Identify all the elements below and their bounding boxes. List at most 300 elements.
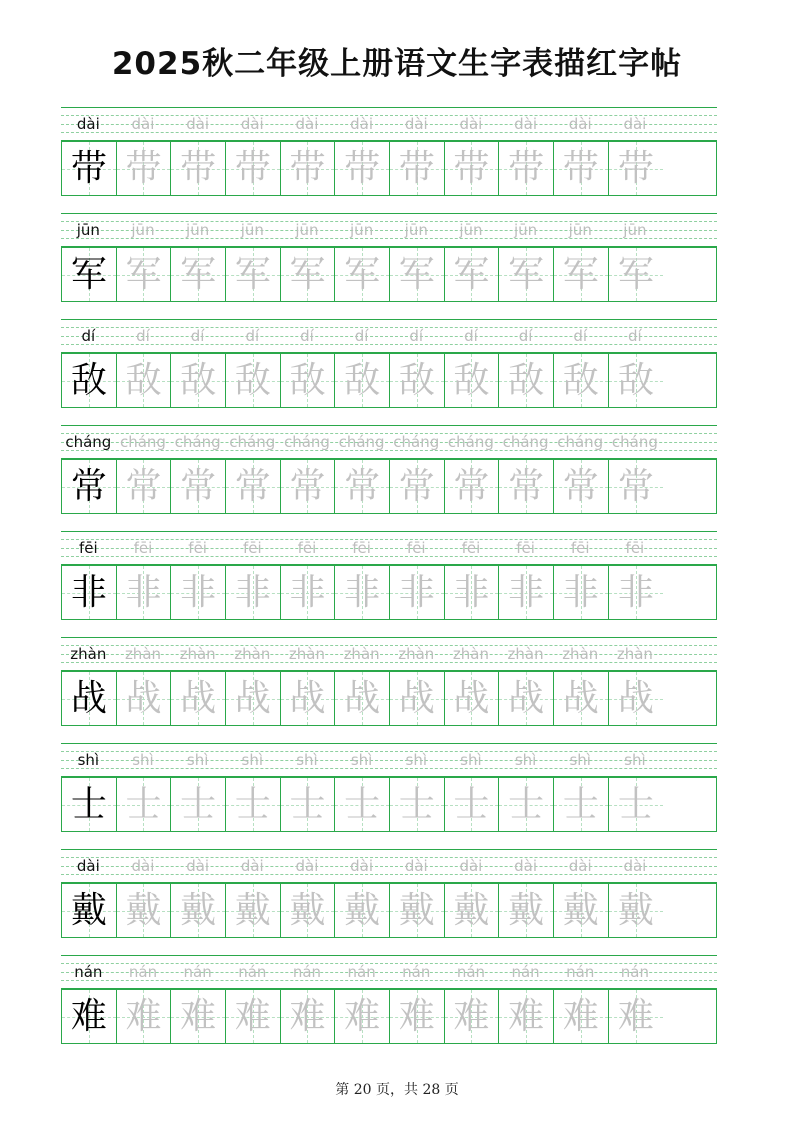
pinyin-trace: zhàn xyxy=(452,645,489,663)
grid-cell xyxy=(445,142,500,195)
grid-cell xyxy=(117,460,172,513)
trace-character: 士 xyxy=(180,784,217,825)
pinyin-trace: fēi xyxy=(406,539,426,557)
pinyin-trace: zhàn xyxy=(179,645,216,663)
grid-cell xyxy=(281,460,336,513)
trace-character: 敌 xyxy=(180,360,217,401)
model-character: 难 xyxy=(70,996,107,1037)
character-grid xyxy=(61,989,717,1044)
grid-cell xyxy=(390,460,445,513)
grid-cell xyxy=(554,142,609,195)
trace-character: 敌 xyxy=(562,360,599,401)
pinyin-trace: zhàn xyxy=(124,645,162,663)
trace-character: 战 xyxy=(508,678,545,719)
pinyin-trace: jūn xyxy=(295,221,319,239)
trace-character: 带 xyxy=(344,148,381,189)
pinyin-trace: shì xyxy=(132,751,154,769)
grid-cell xyxy=(390,672,445,725)
practice-sheet xyxy=(61,107,717,1061)
grid-cell xyxy=(62,354,117,407)
character-grid xyxy=(61,141,717,196)
pinyin-trace: nán xyxy=(292,963,322,981)
model-character: 士 xyxy=(70,784,107,825)
grid-cell xyxy=(445,566,500,619)
pinyin-trace: cháng xyxy=(283,433,330,451)
pinyin-trace: jūn xyxy=(513,221,538,239)
pinyin-trace: fēi xyxy=(625,539,645,557)
trace-character: 戴 xyxy=(234,890,271,931)
pinyin-trace: nán xyxy=(456,963,486,981)
pinyin-trace: dài xyxy=(623,857,647,875)
grid-cell xyxy=(554,248,609,301)
grid-cell xyxy=(171,672,226,725)
trace-character: 非 xyxy=(617,572,654,613)
grid-cell xyxy=(554,672,609,725)
character-grid xyxy=(61,671,717,726)
practice-row xyxy=(61,319,717,425)
pinyin-band xyxy=(61,425,717,458)
pinyin-trace: jūn xyxy=(186,221,210,239)
pinyin-trace: zhàn xyxy=(616,645,653,663)
grid-cell xyxy=(335,566,390,619)
trace-character: 军 xyxy=(562,254,599,295)
trace-character: 战 xyxy=(453,678,490,719)
pinyin-trace: dài xyxy=(404,857,428,875)
trace-character: 军 xyxy=(398,254,435,295)
grid-cell xyxy=(390,248,445,301)
pinyin-trace: zhàn xyxy=(343,645,380,663)
trace-character: 军 xyxy=(617,254,654,295)
pinyin-trace: fēi xyxy=(297,539,317,557)
trace-character: 非 xyxy=(562,572,599,613)
pinyin-band xyxy=(61,637,717,670)
pinyin-trace: cháng xyxy=(393,433,440,451)
pinyin-trace: cháng xyxy=(557,433,604,451)
trace-character: 带 xyxy=(234,148,271,189)
grid-cell xyxy=(335,460,390,513)
pinyin-trace: zhàn xyxy=(288,645,325,663)
trace-character: 士 xyxy=(344,784,381,825)
trace-character: 戴 xyxy=(617,890,654,931)
page-title: 2025秋二年级上册语文生字表描红字帖 xyxy=(111,46,683,82)
pinyin-model: dài xyxy=(76,857,100,875)
grid-cell xyxy=(499,142,554,195)
trace-character: 戴 xyxy=(289,890,326,931)
pinyin-trace: fēi xyxy=(570,539,590,557)
trace-character: 难 xyxy=(344,996,381,1037)
trace-character: 士 xyxy=(234,784,271,825)
pinyin-band xyxy=(61,319,717,352)
trace-character: 难 xyxy=(508,996,545,1037)
grid-cell xyxy=(390,884,445,937)
grid-cell xyxy=(499,990,554,1043)
grid-cell xyxy=(117,990,172,1043)
trace-character: 战 xyxy=(344,678,381,719)
grid-cell xyxy=(281,142,336,195)
trace-character: 战 xyxy=(234,678,271,719)
trace-character: 戴 xyxy=(453,890,490,931)
trace-character: 常 xyxy=(344,466,381,507)
practice-row xyxy=(61,531,717,637)
pinyin-trace: cháng xyxy=(119,433,166,451)
character-grid xyxy=(61,777,717,832)
grid-cell xyxy=(117,142,172,195)
trace-character: 非 xyxy=(508,572,545,613)
trace-character: 军 xyxy=(508,254,545,295)
character-grid xyxy=(61,459,717,514)
trace-character: 非 xyxy=(234,572,271,613)
character-grid xyxy=(61,247,717,302)
trace-character: 戴 xyxy=(398,890,435,931)
grid-cell xyxy=(62,142,117,195)
character-grid xyxy=(61,353,717,408)
pinyin-trace: nán xyxy=(183,963,212,981)
grid-cell xyxy=(171,248,226,301)
grid-cell xyxy=(499,884,554,937)
pinyin-trace: cháng xyxy=(611,433,658,451)
pinyin-trace: dí xyxy=(136,327,150,345)
trace-character: 带 xyxy=(617,148,654,189)
pinyin-trace: shì xyxy=(624,751,646,769)
pinyin-trace: shì xyxy=(405,751,428,769)
grid-cell xyxy=(226,566,281,619)
trace-character: 难 xyxy=(617,996,654,1037)
pinyin-trace: jūn xyxy=(131,221,155,239)
grid-cell xyxy=(226,248,281,301)
practice-row xyxy=(61,425,717,531)
grid-cell xyxy=(281,778,336,831)
pinyin-trace: dài xyxy=(240,115,264,133)
grid-cell xyxy=(226,354,281,407)
grid-cell xyxy=(335,142,390,195)
trace-character: 非 xyxy=(344,572,381,613)
trace-character: 带 xyxy=(398,148,435,189)
trace-character: 敌 xyxy=(508,360,545,401)
grid-cell xyxy=(171,990,226,1043)
grid-cell xyxy=(335,672,390,725)
pinyin-trace: shì xyxy=(460,751,482,769)
grid-cell xyxy=(171,778,226,831)
pinyin-trace: nán xyxy=(566,963,595,981)
grid-cell xyxy=(335,884,390,937)
grid-cell xyxy=(117,354,172,407)
trace-character: 士 xyxy=(617,784,654,825)
trace-character: 敌 xyxy=(125,360,162,401)
pinyin-trace: shì xyxy=(296,751,318,769)
pinyin-trace: nán xyxy=(402,963,431,981)
pinyin-trace: dí xyxy=(409,327,424,345)
grid-cell xyxy=(117,248,172,301)
model-character: 戴 xyxy=(70,890,107,931)
trace-character: 带 xyxy=(508,148,545,189)
grid-cell xyxy=(609,248,664,301)
pinyin-trace: nán xyxy=(128,963,158,981)
grid-cell xyxy=(226,460,281,513)
trace-character: 常 xyxy=(398,466,435,507)
trace-character: 战 xyxy=(180,678,217,719)
grid-cell xyxy=(499,778,554,831)
grid-cell xyxy=(609,566,664,619)
grid-cell xyxy=(281,672,336,725)
trace-character: 军 xyxy=(180,254,217,295)
grid-cell xyxy=(554,354,609,407)
trace-character: 难 xyxy=(234,996,271,1037)
grid-cell xyxy=(499,354,554,407)
pinyin-band xyxy=(61,531,717,564)
grid-cell xyxy=(445,884,500,937)
grid-cell xyxy=(499,566,554,619)
trace-character: 士 xyxy=(398,784,435,825)
trace-character: 敌 xyxy=(234,360,271,401)
pinyin-model: dài xyxy=(76,115,100,133)
grid-cell xyxy=(226,884,281,937)
trace-character: 非 xyxy=(398,572,435,613)
trace-character: 带 xyxy=(453,148,490,189)
trace-character: 戴 xyxy=(180,890,217,931)
grid-cell xyxy=(445,990,500,1043)
pinyin-trace: dài xyxy=(459,115,483,133)
trace-character: 战 xyxy=(125,678,162,719)
grid-cell xyxy=(335,354,390,407)
trace-character: 常 xyxy=(562,466,599,507)
pinyin-trace: dài xyxy=(568,857,592,875)
model-character: 敌 xyxy=(70,360,107,401)
grid-cell xyxy=(390,566,445,619)
grid-cell xyxy=(281,566,336,619)
pinyin-band xyxy=(61,955,717,988)
pinyin-trace: fēi xyxy=(188,539,207,557)
pinyin-model: shì xyxy=(77,751,100,769)
grid-cell xyxy=(445,778,500,831)
grid-cell xyxy=(554,778,609,831)
pinyin-trace: nán xyxy=(511,963,540,981)
pinyin-trace: dí xyxy=(190,327,205,345)
grid-cell xyxy=(609,460,664,513)
trace-character: 战 xyxy=(289,678,326,719)
grid-cell xyxy=(445,672,500,725)
grid-cell xyxy=(117,672,172,725)
model-character: 军 xyxy=(70,254,107,295)
trace-character: 戴 xyxy=(344,890,381,931)
grid-cell xyxy=(171,566,226,619)
grid-cell xyxy=(335,990,390,1043)
grid-cell xyxy=(390,142,445,195)
pinyin-trace: fēi xyxy=(461,539,481,557)
pinyin-trace: shì xyxy=(186,751,209,769)
trace-character: 士 xyxy=(453,784,490,825)
grid-cell xyxy=(171,142,226,195)
pinyin-trace: dài xyxy=(240,857,264,875)
grid-cell xyxy=(445,248,500,301)
pinyin-trace: nán xyxy=(347,963,376,981)
trace-character: 战 xyxy=(562,678,599,719)
grid-cell xyxy=(609,778,664,831)
pinyin-trace: dí xyxy=(245,327,260,345)
trace-character: 敌 xyxy=(453,360,490,401)
pinyin-trace: dài xyxy=(459,857,483,875)
pinyin-trace: jūn xyxy=(350,221,374,239)
pinyin-trace: dài xyxy=(295,857,319,875)
practice-row xyxy=(61,637,717,743)
pinyin-trace: cháng xyxy=(229,433,276,451)
trace-character: 难 xyxy=(180,996,217,1037)
trace-character: 士 xyxy=(562,784,599,825)
trace-character: 敌 xyxy=(289,360,326,401)
pinyin-trace: dí xyxy=(464,327,478,345)
grid-cell xyxy=(335,248,390,301)
trace-character: 难 xyxy=(289,996,326,1037)
pinyin-trace: dài xyxy=(514,857,538,875)
trace-character: 非 xyxy=(289,572,326,613)
pinyin-band xyxy=(61,213,717,246)
pinyin-model: dí xyxy=(81,327,96,345)
grid-cell xyxy=(281,354,336,407)
trace-character: 敌 xyxy=(344,360,381,401)
trace-character: 非 xyxy=(180,572,217,613)
pinyin-trace: nán xyxy=(238,963,267,981)
trace-character: 敌 xyxy=(398,360,435,401)
trace-character: 军 xyxy=(289,254,326,295)
pinyin-trace: jūn xyxy=(240,221,264,239)
pinyin-trace: shì xyxy=(514,751,537,769)
pinyin-trace: fēi xyxy=(242,539,262,557)
grid-cell xyxy=(445,460,500,513)
pinyin-trace: jūn xyxy=(568,221,592,239)
practice-row xyxy=(61,743,717,849)
pinyin-trace: dài xyxy=(186,115,210,133)
pinyin-trace: dài xyxy=(568,115,592,133)
character-grid xyxy=(61,565,717,620)
trace-character: 敌 xyxy=(617,360,654,401)
model-character: 带 xyxy=(70,148,107,189)
trace-character: 常 xyxy=(180,466,217,507)
pinyin-trace: fēi xyxy=(352,539,371,557)
grid-cell xyxy=(226,990,281,1043)
pinyin-trace: zhàn xyxy=(234,645,271,663)
grid-cell xyxy=(499,672,554,725)
trace-character: 戴 xyxy=(508,890,545,931)
model-character: 非 xyxy=(70,572,107,613)
grid-cell xyxy=(499,460,554,513)
grid-cell xyxy=(609,884,664,937)
grid-cell xyxy=(281,990,336,1043)
grid-cell xyxy=(226,672,281,725)
trace-character: 带 xyxy=(289,148,326,189)
pinyin-trace: dài xyxy=(131,115,155,133)
trace-character: 戴 xyxy=(125,890,162,931)
grid-cell xyxy=(609,354,664,407)
grid-cell xyxy=(226,142,281,195)
pinyin-trace: jūn xyxy=(459,221,483,239)
pinyin-trace: shì xyxy=(241,751,264,769)
trace-character: 常 xyxy=(617,466,654,507)
pinyin-band xyxy=(61,849,717,882)
page-footer: 第 20 页，共 28 页 xyxy=(335,1082,459,1098)
practice-row xyxy=(61,107,717,213)
trace-character: 军 xyxy=(453,254,490,295)
grid-cell xyxy=(499,248,554,301)
grid-cell xyxy=(62,778,117,831)
pinyin-trace: zhàn xyxy=(398,645,435,663)
grid-cell xyxy=(609,990,664,1043)
pinyin-trace: dài xyxy=(131,857,155,875)
character-grid xyxy=(61,883,717,938)
pinyin-model: jūn xyxy=(76,221,100,239)
trace-character: 非 xyxy=(453,572,490,613)
grid-cell xyxy=(171,884,226,937)
pinyin-trace: shì xyxy=(569,751,591,769)
trace-character: 常 xyxy=(508,466,545,507)
pinyin-trace: zhàn xyxy=(562,645,599,663)
pinyin-band xyxy=(61,743,717,776)
trace-character: 带 xyxy=(562,148,599,189)
trace-character: 士 xyxy=(289,784,326,825)
grid-cell xyxy=(445,354,500,407)
trace-character: 非 xyxy=(125,572,162,613)
model-character: 战 xyxy=(70,678,107,719)
trace-character: 军 xyxy=(344,254,381,295)
grid-cell xyxy=(335,778,390,831)
practice-row xyxy=(61,955,717,1061)
grid-cell xyxy=(62,566,117,619)
pinyin-trace: dí xyxy=(628,327,642,345)
pinyin-trace: dí xyxy=(518,327,533,345)
trace-character: 军 xyxy=(234,254,271,295)
grid-cell xyxy=(281,884,336,937)
trace-character: 战 xyxy=(398,678,435,719)
grid-cell xyxy=(117,884,172,937)
pinyin-trace: dài xyxy=(186,857,210,875)
pinyin-trace: dài xyxy=(350,115,374,133)
trace-character: 带 xyxy=(125,148,162,189)
pinyin-trace: dài xyxy=(295,115,319,133)
pinyin-model: nán xyxy=(74,963,103,981)
pinyin-trace: dí xyxy=(354,327,369,345)
pinyin-trace: fēi xyxy=(516,539,535,557)
practice-row xyxy=(61,213,717,319)
pinyin-trace: dí xyxy=(300,327,314,345)
pinyin-trace: cháng xyxy=(447,433,494,451)
pinyin-model: fēi xyxy=(78,539,98,557)
trace-character: 军 xyxy=(125,254,162,295)
pinyin-trace: dí xyxy=(573,327,588,345)
grid-cell xyxy=(554,460,609,513)
grid-cell xyxy=(62,990,117,1043)
pinyin-trace: dài xyxy=(623,115,647,133)
trace-character: 常 xyxy=(125,466,162,507)
grid-cell xyxy=(390,778,445,831)
pinyin-trace: dài xyxy=(350,857,374,875)
grid-cell xyxy=(554,566,609,619)
pinyin-trace: dài xyxy=(404,115,428,133)
pinyin-trace: jūn xyxy=(623,221,647,239)
grid-cell xyxy=(117,778,172,831)
pinyin-trace: dài xyxy=(514,115,538,133)
grid-cell xyxy=(62,672,117,725)
pinyin-trace: shì xyxy=(350,751,373,769)
trace-character: 戴 xyxy=(562,890,599,931)
trace-character: 士 xyxy=(125,784,162,825)
practice-row xyxy=(61,849,717,955)
trace-character: 难 xyxy=(453,996,490,1037)
trace-character: 士 xyxy=(508,784,545,825)
grid-cell xyxy=(609,142,664,195)
trace-character: 常 xyxy=(234,466,271,507)
grid-cell xyxy=(62,248,117,301)
trace-character: 常 xyxy=(289,466,326,507)
trace-character: 难 xyxy=(125,996,162,1037)
pinyin-trace: cháng xyxy=(338,433,385,451)
